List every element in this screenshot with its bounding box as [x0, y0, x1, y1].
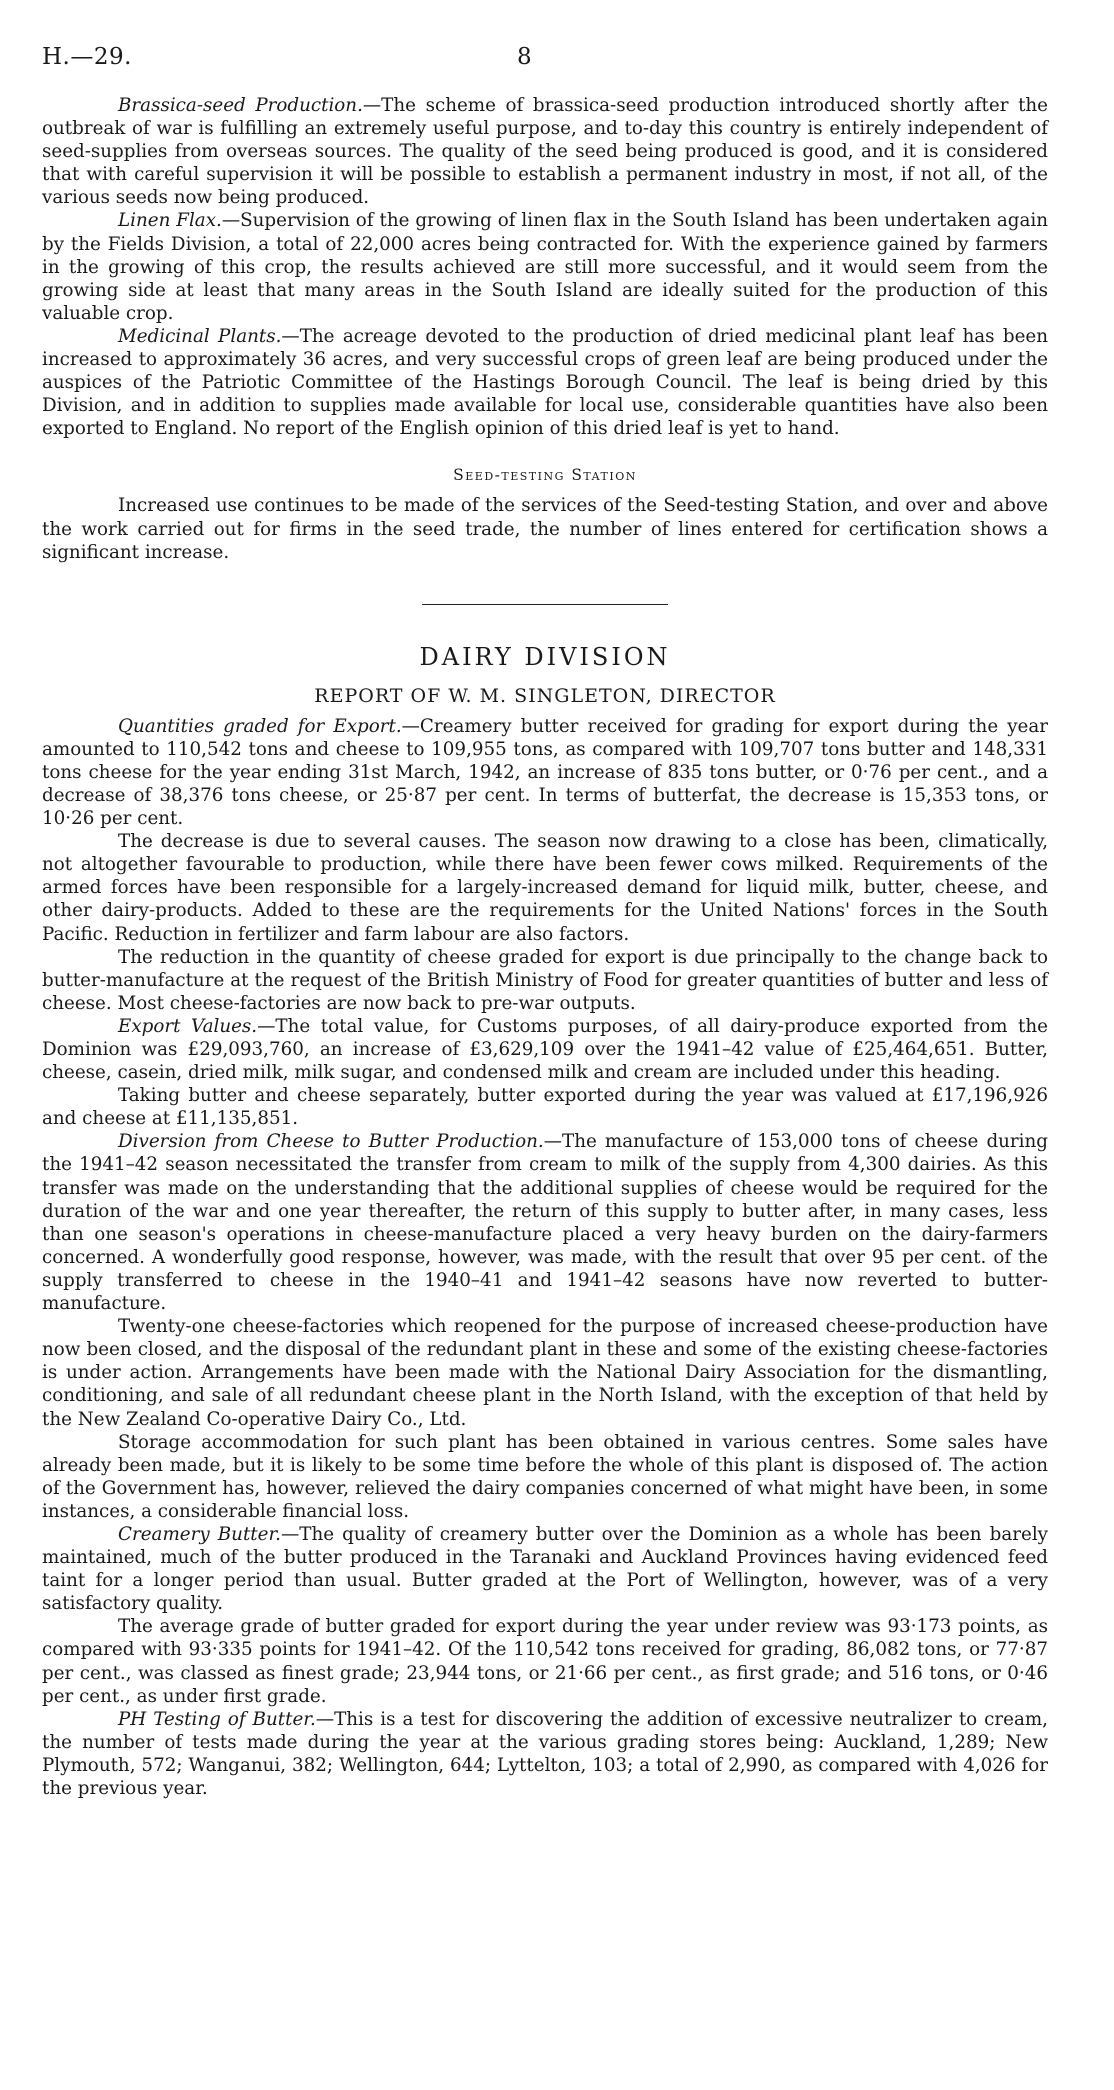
- paragraph-text: The average grade of butter graded for export during the year under review was 93·173 points, as compared with 93·335 points for 1941–42. Of the 110,542 tons received for grading, 86,082 tons, or 77·87 per cent., was classed as finest grade; 23,944 tons, or 21·66 per cent., as first grade; and 516 tons, or 0·46 per cent., as under first grade.: [42, 1616, 1048, 1707]
- dairy-section: [42, 715, 1048, 1800]
- seed-testing-heading: Seed-testing Station: [453, 466, 637, 485]
- paragraph-text: The decrease is due to several causes. The season now drawing to a close has been, climatically, not altogether favourable to production, while there have been fewer cows milked. Requirements of the armed forces have been responsible for a largely-increased demand for liquid milk, butter, cheese, and other dairy-products. Added to these are the requirements for the United Nations' forces in the South Pacific. Reduction in fertilizer and farm labour are also factors.: [42, 831, 1048, 945]
- paragraph-text: Storage accommodation for such plant has been obtained in various centres. Some sales have already been made, but it is likely to be some time before the whole of this plant is disposed of. The action of the Government has, however, relieved the dairy companies concerned of what might have been, in some instances, a considerable financial loss.: [42, 1431, 1048, 1522]
- paragraph-text: —The scheme of brassica-seed production introduced shortly after the outbreak of war is fulfilling an extremely useful purpose, and to-day this country is entirely independent of seed-supplies from overseas sources. The quality of the seed being produced is good, and it is considered that with careful supervision it will be possible to establish a permanent industry in most, if not all, of the various seeds now being produced.: [42, 95, 1049, 209]
- paragraph-linen-flax: [42, 209, 1048, 324]
- paragraph-text: —Creamery butter received for grading for export during the year amounted to 110,542 tons and cheese to 109,955 tons, as compared with 109,707 tons butter and 148,331 tons cheese for the year ending 31st March, 1942, an increase of 835 tons butter, or 0·76 per cent., and a decrease of 38,376 tons cheese, or 25·87 per cent. In terms of butterfat, the decrease is 15,353 tons, or 10·26 per cent.: [42, 715, 1049, 830]
- paragraph-quantities-graded: [42, 715, 1048, 830]
- paragraph-brassica: [42, 94, 1048, 209]
- paragraph-lead: PH Testing of Butter.: [118, 1708, 316, 1730]
- paragraph-text: —This is a test for discovering the addition of excessive neutralizer to cream, the number of tests made during the year at the various grading stores being: Auckland, 1,289; New Plymouth, 572; Wanganui, 382; Wellington, 644; Lyttelton, 103; a total of 2,990, as compared with 4,026 for the previous year.: [42, 1708, 1048, 1799]
- paragraph-storage: [42, 1431, 1048, 1523]
- section-divider: [422, 604, 668, 605]
- paragraph-lead: Medicinal Plants.: [118, 325, 282, 347]
- paragraph-export-values: [42, 1015, 1048, 1084]
- paragraph-diversion: [42, 1130, 1048, 1315]
- paragraph-medicinal-plants: [42, 325, 1048, 440]
- paragraph-cheese-reduction: [42, 946, 1048, 1015]
- paragraph-text: —Supervision of the growing of linen flax in the South Island has been undertaken again by the Fields Division, a total of 22,000 acres being contracted for. With the experience gained by farmers in the growing of this crop, the results achieved are still more successful, and it would seem from the growing side at least that many areas in the South Island are ideally suited for the production of this valuable crop.: [42, 210, 1048, 324]
- paragraph-text: Taking butter and cheese separately, butter exported during the year was valued at £17,196,926 and cheese at £11,135,851.: [42, 1085, 1048, 1130]
- paragraph-lead: Diversion from Cheese to Butter Production.: [118, 1131, 544, 1153]
- paragraph-ph-testing: [42, 1708, 1048, 1800]
- paragraph-lead: Export Values.: [118, 1015, 258, 1037]
- document-reference: H.—29.: [42, 44, 132, 70]
- page-header: [42, 30, 1048, 72]
- paragraph-factories-closed: [42, 1315, 1048, 1430]
- report-heading: REPORT OF W. M. SINGLETON, DIRECTOR: [314, 684, 776, 707]
- paragraph-decrease-causes: [42, 830, 1048, 945]
- division-title: DAIRY DIVISION: [419, 642, 671, 671]
- paragraph-text: —The quality of creamery butter over the Dominion as a whole has been barely maintained, much of the butter produced in the Taranaki and Auckland Provinces having evidenced feed taint for a longer period than usual. Butter graded at the Port of Wellington, however, was of a very satisfactory quality.: [42, 1523, 1048, 1615]
- paragraph-lead: Quantities graded for Export.: [118, 715, 402, 737]
- paragraph-text: —The acreage devoted to the production of dried medicinal plant leaf has been increased to approximately 36 acres, and very successful crops of green leaf are being produced under the auspices of the Patriotic Committee of the Hastings Borough Council. The leaf is being dried by this Division, and in addition to supplies made available for local use, considerable quantities have also been exported to England. No report of the English opinion of this dried leaf is yet to hand.: [42, 325, 1048, 440]
- paragraph-creamery-butter: [42, 1523, 1048, 1615]
- paragraph-text: The reduction in the quantity of cheese graded for export is due principally to the change back to butter-manufacture at the request of the British Ministry of Food for greater quantities of butter and less of cheese. Most cheese-factories are now back to pre-war outputs.: [42, 946, 1048, 1014]
- paragraph-text: Twenty-one cheese-factories which reopened for the purpose of increased cheese-production have now been closed, and the disposal of the redundant plant in these and some of the existing cheese-factories is under action. Arrangements have been made with the National Dairy Association for the dismantling, conditioning, and sale of all redundant cheese plant in the North Island, with the exception of that held by the New Zealand Co-operative Dairy Co., Ltd.: [42, 1316, 1048, 1430]
- paragraph-text: —The manufacture of 153,000 tons of cheese during the 1941–42 season necessitated the transfer from cream to milk of the supply from 4,300 dairies. As this transfer was made on the understanding that the additional supplies of cheese would be required for the duration of the war and one year thereafter, the return of this supply to butter after, in many cases, less than one season's operations in cheese-manufacture placed a very heavy burden on the dairy-farmers concerned. A wonderfully good response, however, was made, with the result that over 95 per cent. of the supply transferred to cheese in the 1940–41 and 1941–42 seasons have now reverted to butter-manufacture.: [42, 1131, 1048, 1315]
- paragraph-lead: Linen Flax.: [118, 210, 222, 232]
- paragraph-text: —The total value, for Customs purposes, of all dairy-produce exported from the Dominion was £29,093,760, an increase of £3,629,109 over the 1941–42 value of £25,464,651. Butter, cheese, casein, dried milk, milk sugar, and condensed milk and cream are included under this heading.: [42, 1015, 1048, 1084]
- page-number: 8: [517, 44, 532, 70]
- document-page: [42, 30, 1048, 1800]
- intro-section: [42, 94, 1048, 440]
- paragraph-lead: Brassica-seed Production.: [118, 95, 363, 116]
- paragraph-average-grade: [42, 1615, 1048, 1707]
- paragraph-butter-cheese-values: [42, 1084, 1048, 1130]
- paragraph-seed-testing: Increased use continues to be made of the services of the Seed-testing Station, and over and above the work carried out for firms in the seed trade, the number of lines entered for certification shows a significant increase.: [42, 495, 1048, 563]
- paragraph-lead: Creamery Butter.: [118, 1523, 281, 1545]
